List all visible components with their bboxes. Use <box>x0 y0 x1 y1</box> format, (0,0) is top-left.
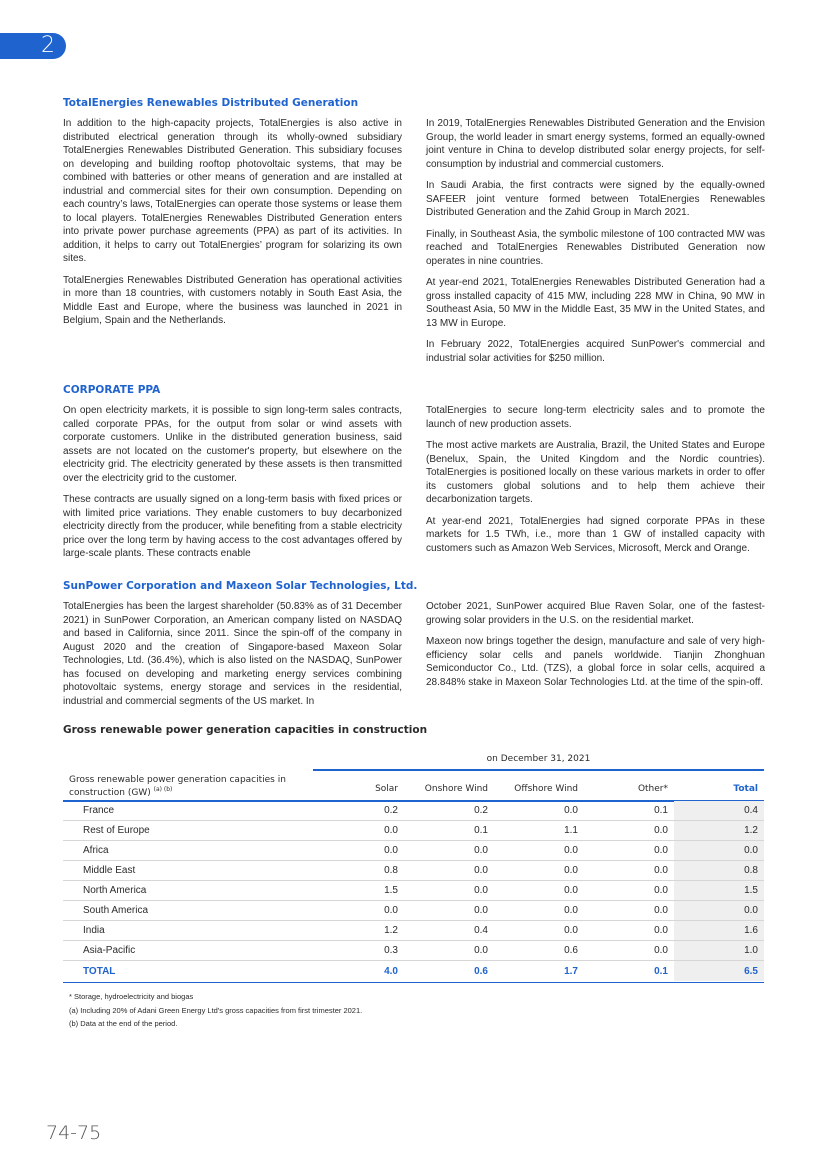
table-footnotes <box>69 990 362 1031</box>
paragraph: At year-end 2021, TotalEnergies had signed corporate PPAs in these markets for 1.5 TWh, i.e., more than 1 GW of installed capacity with customers such as Amazon Web Services, Microsoft, Merck and Orange. <box>426 515 765 554</box>
cell-other: 0.0 <box>654 945 668 956</box>
cell-onshore-wind: 0.4 <box>474 925 488 936</box>
total-solar: 4.0 <box>384 966 398 977</box>
column-header-total: Total <box>733 784 758 794</box>
paragraph: In addition to the high-capacity projects, TotalEnergies is also active in distributed electrical generation through its wholly-owned subsidiary TotalEnergies Renewables Distributed Generation. This subsidiary focuses on developing and building rooftop photovoltaic systems, that may be combined with batteries or other means of generation and are installed at industrial and commercial sites for their own consumption. Depending on each country’s laws, TotalEnergies can operate those systems or lease them to local players. TotalEnergies Renewables Distributed Generation enters into private power purchase agreements (PPA) as part of its activities. In addition, it helps to carry out TotalEnergies’ program for solarizing its own sites. <box>63 118 402 264</box>
paragraph: In 2019, TotalEnergies Renewables Distributed Generation and the Envision Group, the world leader in smart energy systems, formed an equally-owned joint venture in China to develop distributed solar energy projects, for self-consumption by industrial and commercial customers. <box>426 118 765 170</box>
cell-offshore-wind: 1.1 <box>564 825 578 836</box>
cell-other: 0.0 <box>654 825 668 836</box>
row-label: North America <box>83 885 147 896</box>
table-title: Gross renewable power generation capacities in construction <box>63 724 428 736</box>
table-total-row <box>63 961 764 983</box>
chapter-tab <box>0 33 66 59</box>
row-label: France <box>83 805 115 816</box>
cell-offshore-wind: 0.0 <box>564 905 578 916</box>
cell-total: 0.0 <box>744 905 758 916</box>
cell-offshore-wind: 0.0 <box>564 865 578 876</box>
cell-solar: 0.3 <box>384 945 398 956</box>
paragraph: At year-end 2021, TotalEnergies Renewables Distributed Generation had a gross installed capacity of 415 MW, including 228 MW in China, 90 MW in Southeast Asia, 50 MW in the Middle East, 35 MW in the United States, and 13 MW in Europe. <box>426 277 765 329</box>
left-column <box>63 600 402 716</box>
row-label: Middle East <box>83 865 136 876</box>
row-label: Rest of Europe <box>83 825 150 836</box>
cell-solar: 1.5 <box>384 885 398 896</box>
paragraph: October 2021, SunPower acquired Blue Raven Solar, one of the fastest-growing solar providers in the U.S. on the residential market. <box>426 601 765 626</box>
cell-offshore-wind: 0.0 <box>564 925 578 936</box>
cell-solar: 0.0 <box>384 905 398 916</box>
cell-total: 1.2 <box>744 825 758 836</box>
cell-onshore-wind: 0.0 <box>474 905 488 916</box>
row-label: South America <box>83 905 149 916</box>
cell-solar: 0.8 <box>384 865 398 876</box>
paragraph: Finally, in Southeast Asia, the symbolic milestone of 100 contracted MW was reached and TotalEnergies Renewables Distributed Generation now operates in nine countries. <box>426 228 765 267</box>
cell-other: 0.1 <box>654 805 668 816</box>
page-number: 74-75 <box>46 1122 102 1144</box>
cell-other: 0.0 <box>654 905 668 916</box>
cell-other: 0.0 <box>654 865 668 876</box>
cell-solar: 1.2 <box>384 925 398 936</box>
cell-offshore-wind: 0.0 <box>564 805 578 816</box>
cell-onshore-wind: 0.2 <box>474 805 488 816</box>
cell-onshore-wind: 0.0 <box>474 945 488 956</box>
table-date-header: on December 31, 2021 <box>486 754 591 764</box>
cell-solar: 0.0 <box>384 825 398 836</box>
cell-onshore-wind: 0.0 <box>474 845 488 856</box>
paragraph: On open electricity markets, it is possible to sign long-term sales contracts, called corporate PPAs, for the output from solar or wind assets with corporate customers. Unlike in the distributed generation business, said assets are not located on the customer's property, but elsewhere on the electricity grid. The electricity generated by these assets is then transmitted over the electricity grid to the customer. <box>63 405 402 484</box>
cell-other: 0.0 <box>654 925 668 936</box>
paragraph: In Saudi Arabia, the first contracts were signed by the equally-owned SAFEER joint venture formed between TotalEnergies Renewables Distributed Generation and the Zahid Group in March 2021. <box>426 180 765 218</box>
total-label: TOTAL <box>83 966 116 977</box>
table-row <box>63 921 764 941</box>
row-label: India <box>83 925 105 936</box>
cell-offshore-wind: 0.6 <box>564 945 578 956</box>
table-row <box>63 901 764 921</box>
paragraph: TotalEnergies has been the largest shareholder (50.83% as of 31 December 2021) in SunPower Corporation, an American company listed on NASDAQ and based in California, since 2011. Since the spin-off of the company in August 2020 and the creation of Singapore-based Maxeon Solar Technologies, Ltd. (36.4%), which is also listed on the NASDAQ, SunPower has focused on developing and marketing energy services combining photovoltaic systems, energy storage and services in the residential, industrial and commercial segments of the US market. In <box>63 601 402 707</box>
column-header-solar: Solar <box>375 784 398 794</box>
cell-solar: 0.2 <box>384 805 398 816</box>
row-header-label: Gross renewable power generation capacities in construction (GW) $^{(a) (b)}$ <box>69 775 286 798</box>
total-total: 6.5 <box>744 966 758 977</box>
cell-other: 0.0 <box>654 845 668 856</box>
cell-total: 1.6 <box>744 925 758 936</box>
column-header-other: Other* <box>637 784 668 794</box>
column-header-offshore-wind: Offshore Wind <box>514 784 578 794</box>
cell-total: 1.5 <box>744 885 758 896</box>
paragraph: These contracts are usually signed on a long-term basis with fixed prices or with limited price variations. They enable customers to buy decarbonized electricity directly from the producer, while benefiting from a stable electricity price over the long term by having access to the cost advantages offered by large-scale plants. These contracts enable <box>63 494 402 559</box>
cell-offshore-wind: 0.0 <box>564 885 578 896</box>
left-column <box>63 404 402 569</box>
footnote: (b) Data at the end of the period. <box>69 1019 178 1028</box>
table-row <box>63 821 764 841</box>
right-column <box>426 404 765 563</box>
table-row <box>63 861 764 881</box>
section-title-corporate-ppa: CORPORATE PPA <box>63 384 161 396</box>
right-column <box>426 117 765 373</box>
total-offshore-wind: 1.7 <box>564 966 578 977</box>
cell-offshore-wind: 0.0 <box>564 845 578 856</box>
cell-total: 1.0 <box>744 945 758 956</box>
cell-other: 0.0 <box>654 885 668 896</box>
cell-onshore-wind: 0.0 <box>474 885 488 896</box>
column-header-onshore-wind: Onshore Wind <box>424 784 488 794</box>
table-header-row <box>63 773 764 799</box>
table-row <box>63 841 764 861</box>
paragraph: TotalEnergies Renewables Distributed Generation has operational activities in more than 18 countries, with customers notably in South East Asia, the Middle East and Europe, where the business was launched in 2021 in Belgium, Spain and the Netherlands. <box>63 274 402 326</box>
cell-onshore-wind: 0.0 <box>474 865 488 876</box>
footnote: * Storage, hydroelectricity and biogas <box>69 992 194 1001</box>
footnote: (a) Including 20% of Adani Green Energy Ltd's gross capacities from first trimester 2021. <box>69 1005 363 1015</box>
cell-total: 0.8 <box>744 865 758 876</box>
cell-total: 0.0 <box>744 845 758 856</box>
right-column <box>426 600 765 697</box>
table-row <box>63 881 764 901</box>
table-row <box>63 941 764 961</box>
chapter-number: 2 <box>41 33 55 58</box>
paragraph: Maxeon now brings together the design, manufacture and sale of very high-efficiency solar cells and panels worldwide. Tianjin Zhonghuan Semiconductor Co., Ltd. (TZS), a global force in solar cells, acquired a 28.848% stake in Maxeon Solar Technologies Ltd. at the time of the spin-off. <box>426 636 765 688</box>
left-column <box>63 117 402 336</box>
paragraph: The most active markets are Australia, Brazil, the United States and Europe (Benelux, Spain, the United Kingdom and the Nordic countries). TotalEnergies is positioned locally on these various markets in order to offer its customers global solutions and to help them achieve their decarbonization targets. <box>426 440 765 505</box>
cell-total: 0.4 <box>744 805 758 816</box>
cell-onshore-wind: 0.1 <box>474 825 488 836</box>
date-header-rule <box>313 769 764 771</box>
paragraph: In February 2022, TotalEnergies acquired SunPower's commercial and industrial solar activities for $250 million. <box>426 339 765 364</box>
total-onshore-wind: 0.6 <box>474 966 488 977</box>
paragraph: TotalEnergies to secure long-term electricity sales and to promote the launch of new production assets. <box>426 405 765 430</box>
row-label: Africa <box>83 845 109 856</box>
cell-solar: 0.0 <box>384 845 398 856</box>
row-label: Asia-Pacific <box>83 945 136 956</box>
total-other: 0.1 <box>654 966 668 977</box>
section-title-sunpower: SunPower Corporation and Maxeon Solar Technologies, Ltd. <box>63 580 418 592</box>
section-title-distributed-generation: TotalEnergies Renewables Distributed Generation <box>63 97 359 109</box>
table-row <box>63 801 764 821</box>
